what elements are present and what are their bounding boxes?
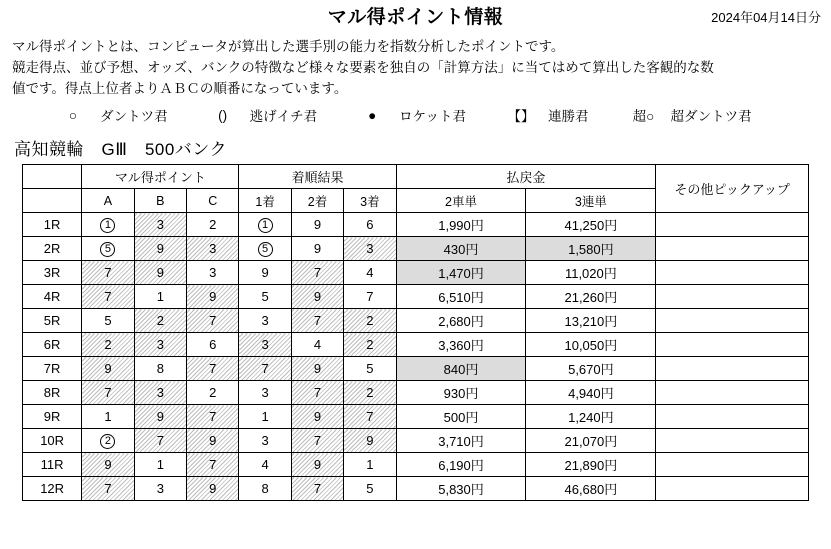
- table-row: [23, 381, 809, 405]
- cell-payout-2: 6,190円: [396, 453, 526, 477]
- cell-point-a: 7: [82, 261, 134, 285]
- cell-point-c: 7: [187, 453, 239, 477]
- group-header-other: その他ピックアップ: [656, 165, 809, 213]
- legend-name-3: 連勝君: [547, 109, 589, 124]
- cell-payout-3: 10,050円: [526, 333, 656, 357]
- cell-point-b: 1: [134, 285, 186, 309]
- cell-rank-3: 5: [344, 477, 396, 501]
- table-row: [23, 213, 809, 237]
- cell-point-a: 5: [82, 309, 134, 333]
- cell-round: 10R: [23, 429, 82, 453]
- cell-payout-3: 11,020円: [526, 261, 656, 285]
- cell-payout-2: 2,680円: [396, 309, 526, 333]
- cell-payout-3: 41,250円: [526, 213, 656, 237]
- cell-rank-2: 9: [291, 237, 343, 261]
- cell-payout-3: 1,580円: [526, 237, 656, 261]
- cell-point-c: 9: [187, 477, 239, 501]
- cell-rank-2: 4: [291, 333, 343, 357]
- intro-line-2: 競走得点、並び予想、オッズ、バンクの特徴など様々な要素を独自の「計算方法」に当てはめて算出した客観的な数: [12, 60, 714, 75]
- cell-payout-3: 4,940円: [526, 381, 656, 405]
- cell-rank-2: 7: [291, 309, 343, 333]
- cell-payout-3: 21,890円: [526, 453, 656, 477]
- legend-symbol-2: ●: [368, 107, 377, 123]
- cell-payout-2: 1,470円: [396, 261, 526, 285]
- legend-row: [0, 105, 831, 125]
- table-row: [23, 285, 809, 309]
- cell-point-a: 2: [82, 429, 134, 453]
- col-header-a: A: [82, 189, 134, 213]
- cell-point-c: 9: [187, 285, 239, 309]
- cell-rank-3: 3: [344, 237, 396, 261]
- cell-payout-3: 21,070円: [526, 429, 656, 453]
- table-row: [23, 477, 809, 501]
- cell-rank-1: 9: [239, 261, 291, 285]
- legend-symbol-4: 超○: [632, 109, 655, 124]
- cell-rank-2: 7: [291, 261, 343, 285]
- cell-other-pickup: [656, 405, 809, 429]
- cell-rank-3: 2: [344, 333, 396, 357]
- cell-rank-1: 4: [239, 453, 291, 477]
- cell-rank-3: 4: [344, 261, 396, 285]
- table-row: [23, 453, 809, 477]
- cell-payout-2: 3,710円: [396, 429, 526, 453]
- cell-point-c: 2: [187, 381, 239, 405]
- cell-point-a: 1: [82, 213, 134, 237]
- cell-point-a: 9: [82, 357, 134, 381]
- table-row: [23, 429, 809, 453]
- table-group-header-row: [23, 165, 809, 189]
- intro-line-3: 値です。得点上位者よりＡＢＣの順番になっています。: [12, 81, 348, 96]
- cell-other-pickup: [656, 213, 809, 237]
- cell-other-pickup: [656, 333, 809, 357]
- cell-rank-3: 2: [344, 309, 396, 333]
- cell-payout-3: 5,670円: [526, 357, 656, 381]
- cell-payout-2: 6,510円: [396, 285, 526, 309]
- cell-payout-2: 840円: [396, 357, 526, 381]
- cell-rank-2: 7: [291, 477, 343, 501]
- cell-point-b: 9: [134, 405, 186, 429]
- col-header-b: B: [134, 189, 186, 213]
- cell-point-b: 3: [134, 381, 186, 405]
- cell-other-pickup: [656, 477, 809, 501]
- cell-payout-3: 21,260円: [526, 285, 656, 309]
- cell-point-a: 7: [82, 381, 134, 405]
- cell-rank-1: 3: [239, 333, 291, 357]
- cell-rank-2: 7: [291, 429, 343, 453]
- col-header-c: C: [187, 189, 239, 213]
- cell-round: 5R: [23, 309, 82, 333]
- cell-point-b: 3: [134, 477, 186, 501]
- venue-subtitle: 高知競輪 GⅢ 500バンク: [14, 140, 227, 159]
- cell-rank-2: 9: [291, 357, 343, 381]
- col-header-r1: 1着: [239, 189, 291, 213]
- cell-payout-2: 1,990円: [396, 213, 526, 237]
- intro-line-1: マル得ポイントとは、コンピュータが算出した選手別の能力を指数分析したポイントです。: [12, 39, 565, 54]
- cell-point-c: 7: [187, 357, 239, 381]
- cell-other-pickup: [656, 285, 809, 309]
- cell-rank-1: 1: [239, 405, 291, 429]
- cell-other-pickup: [656, 381, 809, 405]
- legend-symbol-0: ○: [68, 107, 78, 123]
- col-header-r3: 3着: [344, 189, 396, 213]
- cell-point-b: 1: [134, 453, 186, 477]
- cell-rank-3: 5: [344, 357, 396, 381]
- cell-point-c: 9: [187, 429, 239, 453]
- col-header-r2: 2着: [291, 189, 343, 213]
- cell-rank-3: 6: [344, 213, 396, 237]
- cell-other-pickup: [656, 453, 809, 477]
- cell-payout-3: 1,240円: [526, 405, 656, 429]
- cell-point-c: 3: [187, 237, 239, 261]
- cell-rank-2: 9: [291, 453, 343, 477]
- cell-payout-2: 430円: [396, 237, 526, 261]
- cell-rank-2: 9: [291, 285, 343, 309]
- cell-point-c: 7: [187, 309, 239, 333]
- table-row: [23, 261, 809, 285]
- cell-point-c: 3: [187, 261, 239, 285]
- cell-other-pickup: [656, 237, 809, 261]
- document-date: 2024年04月14日分: [711, 10, 821, 25]
- cell-rank-1: 5: [239, 237, 291, 261]
- cell-rank-1: 7: [239, 357, 291, 381]
- corner-cell-2: [23, 189, 82, 213]
- cell-rank-3: 1: [344, 453, 396, 477]
- cell-other-pickup: [656, 261, 809, 285]
- legend-name-4: 超ダントツ君: [670, 109, 752, 124]
- cell-round: 3R: [23, 261, 82, 285]
- cell-rank-1: 5: [239, 285, 291, 309]
- cell-rank-2: 7: [291, 381, 343, 405]
- cell-rank-1: 3: [239, 429, 291, 453]
- table-row: [23, 309, 809, 333]
- table-row: [23, 237, 809, 261]
- cell-round: 8R: [23, 381, 82, 405]
- cell-point-b: 9: [134, 237, 186, 261]
- cell-round: 9R: [23, 405, 82, 429]
- table-row: [23, 333, 809, 357]
- cell-payout-2: 500円: [396, 405, 526, 429]
- group-header-points: マル得ポイント: [82, 165, 239, 189]
- group-header-payout: 払戻金: [396, 165, 656, 189]
- cell-rank-3: 2: [344, 381, 396, 405]
- legend-name-2: ロケット君: [399, 109, 466, 124]
- cell-rank-3: 7: [344, 405, 396, 429]
- col-header-p3: 3連単: [526, 189, 656, 213]
- cell-point-a: 7: [82, 285, 134, 309]
- cell-point-a: 2: [82, 333, 134, 357]
- cell-rank-2: 9: [291, 213, 343, 237]
- corner-cell: [23, 165, 82, 189]
- cell-rank-1: 3: [239, 309, 291, 333]
- cell-rank-2: 9: [291, 405, 343, 429]
- cell-point-a: 7: [82, 477, 134, 501]
- cell-rank-3: 9: [344, 429, 396, 453]
- cell-point-b: 7: [134, 429, 186, 453]
- cell-point-a: 1: [82, 405, 134, 429]
- cell-round: 11R: [23, 453, 82, 477]
- page-title: マル得ポイント情報: [327, 6, 504, 28]
- cell-rank-1: 1: [239, 213, 291, 237]
- cell-payout-3: 46,680円: [526, 477, 656, 501]
- cell-round: 2R: [23, 237, 82, 261]
- cell-other-pickup: [656, 309, 809, 333]
- cell-point-c: 6: [187, 333, 239, 357]
- results-table: [22, 164, 809, 501]
- legend-name-1: 逃げイチ君: [249, 109, 318, 124]
- document-header: [0, 0, 831, 30]
- legend-symbol-3: 【】: [507, 109, 535, 124]
- cell-rank-1: 3: [239, 381, 291, 405]
- intro-paragraph: [12, 36, 819, 99]
- cell-point-b: 3: [134, 213, 186, 237]
- cell-other-pickup: [656, 357, 809, 381]
- cell-round: 1R: [23, 213, 82, 237]
- cell-payout-2: 5,830円: [396, 477, 526, 501]
- legend-symbol-1: (): [218, 107, 228, 123]
- cell-payout-2: 930円: [396, 381, 526, 405]
- cell-point-b: 8: [134, 357, 186, 381]
- results-table-wrapper: [0, 164, 831, 501]
- cell-point-a: 9: [82, 453, 134, 477]
- cell-point-a: 5: [82, 237, 134, 261]
- cell-point-b: 3: [134, 333, 186, 357]
- cell-point-b: 2: [134, 309, 186, 333]
- cell-round: 6R: [23, 333, 82, 357]
- cell-rank-3: 7: [344, 285, 396, 309]
- cell-point-c: 7: [187, 405, 239, 429]
- cell-round: 4R: [23, 285, 82, 309]
- cell-round: 7R: [23, 357, 82, 381]
- table-row: [23, 357, 809, 381]
- col-header-p2: 2車単: [396, 189, 526, 213]
- cell-round: 12R: [23, 477, 82, 501]
- cell-payout-2: 3,360円: [396, 333, 526, 357]
- cell-point-b: 9: [134, 261, 186, 285]
- cell-rank-1: 8: [239, 477, 291, 501]
- cell-point-c: 2: [187, 213, 239, 237]
- legend-name-0: ダントツ君: [100, 109, 168, 124]
- group-header-result: 着順結果: [239, 165, 396, 189]
- table-row: [23, 405, 809, 429]
- cell-other-pickup: [656, 429, 809, 453]
- cell-payout-3: 13,210円: [526, 309, 656, 333]
